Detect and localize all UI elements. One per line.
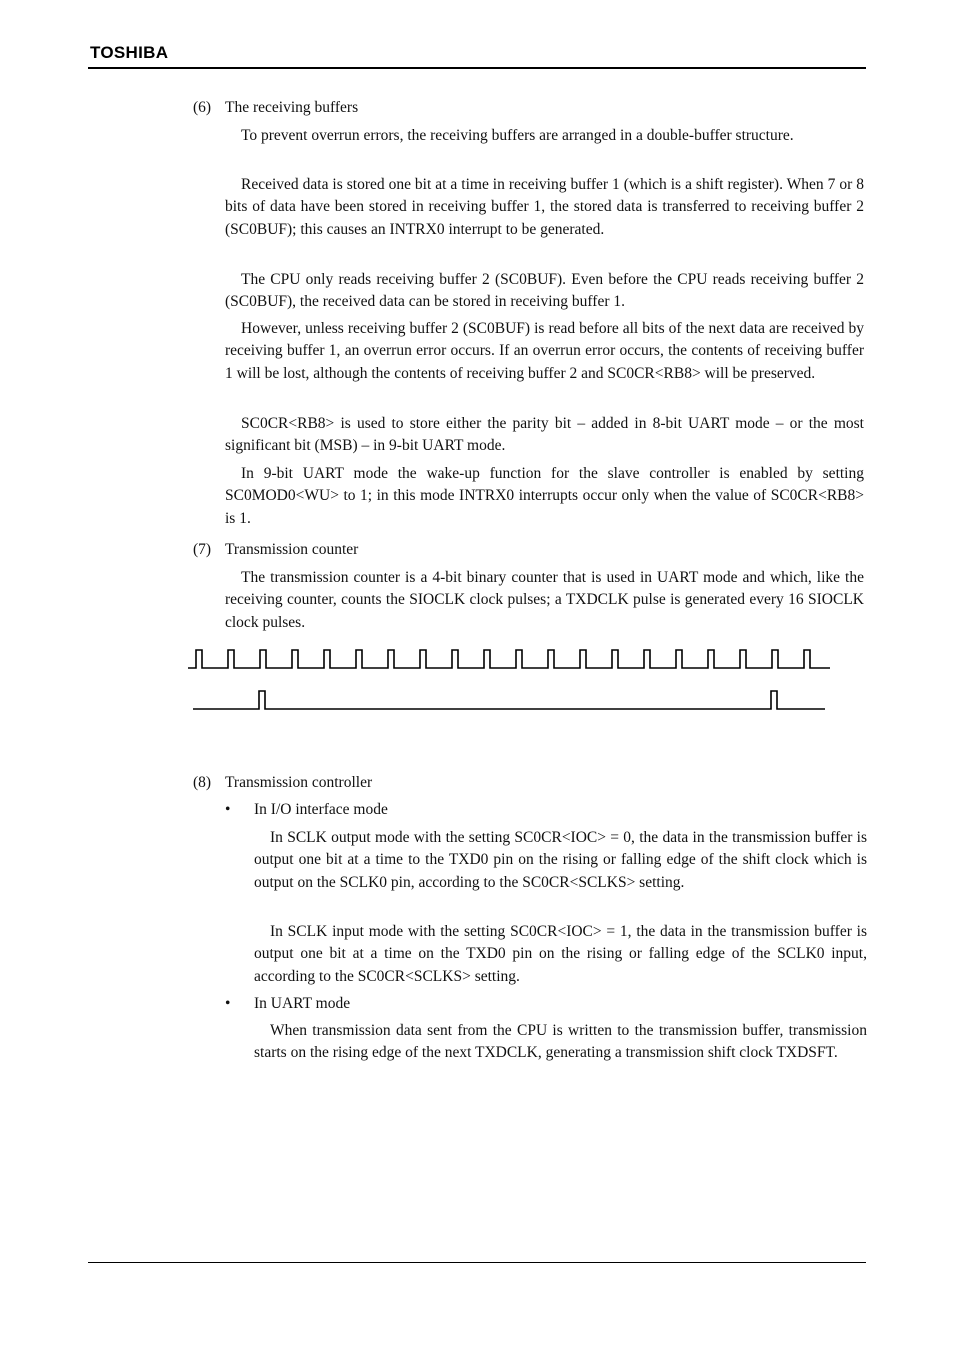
- bullet-dot: •: [225, 801, 231, 818]
- section-6-paragraph: Received data is stored one bit at a time in receiving buffer 1 (which is a shift register). When 7 or 8 bits of data have been stored in receiving buffer 1, the stored data is transferred to receiving buffer 2 (SC0BUF); this causes an INTRX0 interrupt to be generated.: [225, 176, 864, 238]
- bullet-uart-mode: [225, 993, 350, 1015]
- section-7-title: Transmission counter: [225, 541, 359, 558]
- bullet-dot: •: [225, 995, 231, 1012]
- bullet-label: In I/O interface mode: [254, 801, 388, 818]
- section-6-title: The receiving buffers: [225, 99, 359, 116]
- section-6-paragraph: To prevent overrun errors, the receiving buffers are arranged in a double-buffer structure.: [241, 127, 794, 144]
- section-6-paragraph: The CPU only reads receiving buffer 2 (SC0BUF). Even before the CPU reads receiving buffer 2 (SC0BUF), the received data can be stored in receiving buffer 1.: [225, 271, 864, 311]
- section-6-paragraph: In 9-bit UART mode the wake-up function for the slave controller is enabled by setting SC0MOD0<WU> to 1; in this mode INTRX0 interrupts occur only when the value of SC0CR<RB8> is 1.: [225, 465, 864, 527]
- section-6-paragraph: However, unless receiving buffer 2 (SC0BUF) is read before all bits of the next data are received by receiving buffer 1, an overrun error occurs. If an overrun error occurs, the contents of receiving buffer 1 will be lost, although the contents of receiving buffer 2 and SC0CR<RB8> will be preserved.: [225, 320, 864, 382]
- io-mode-paragraph: In SCLK input mode with the setting SC0CR<IOC> = 1, the data in the transmission buffer is output one bit at a time on the TXD0 pin on the rising or falling edge of the SCLK0 input, according to the SC0CR<SCLKS> setting.: [254, 923, 867, 985]
- txdclk-waveform: [193, 691, 825, 709]
- bullet-label: In UART mode: [254, 995, 351, 1012]
- io-mode-paragraph: In SCLK output mode with the setting SC0CR<IOC> = 0, the data in the transmission buffer is output one bit at a time to the TXD0 pin on the rising or falling edge of the shift clock which is output on the SCLK0 pin, according to the SC0CR<SCLKS> setting.: [254, 829, 867, 891]
- toshiba-logo: TOSHIBA: [90, 43, 169, 62]
- section-8-heading: [193, 772, 372, 794]
- section-6-number: (6): [193, 99, 212, 116]
- siocklk-waveform: [188, 650, 830, 668]
- uart-mode-paragraph: When transmission data sent from the CPU is written to the transmission buffer, transmission starts on the rising edge of the next TXDCLK, generating a transmission shift clock TXDSFT.: [254, 1022, 867, 1062]
- section-6-paragraph: SC0CR<RB8> is used to store either the parity bit – added in 8-bit UART mode – or the most significant bit (MSB) – in 9-bit UART mode.: [225, 415, 864, 455]
- section-7-paragraph: The transmission counter is a 4-bit binary counter that is used in UART mode and which, like the receiving counter, counts the SIOCLK clock pulses; a TXDCLK pulse is generated every 16 SIOCLK clock pulses.: [225, 569, 864, 631]
- section-7-number: (7): [193, 541, 212, 558]
- section-8-number: (8): [193, 774, 212, 791]
- bullet-io-interface-mode: [225, 799, 388, 821]
- section-8-title: Transmission controller: [225, 774, 373, 791]
- footer-rule: [88, 1262, 866, 1263]
